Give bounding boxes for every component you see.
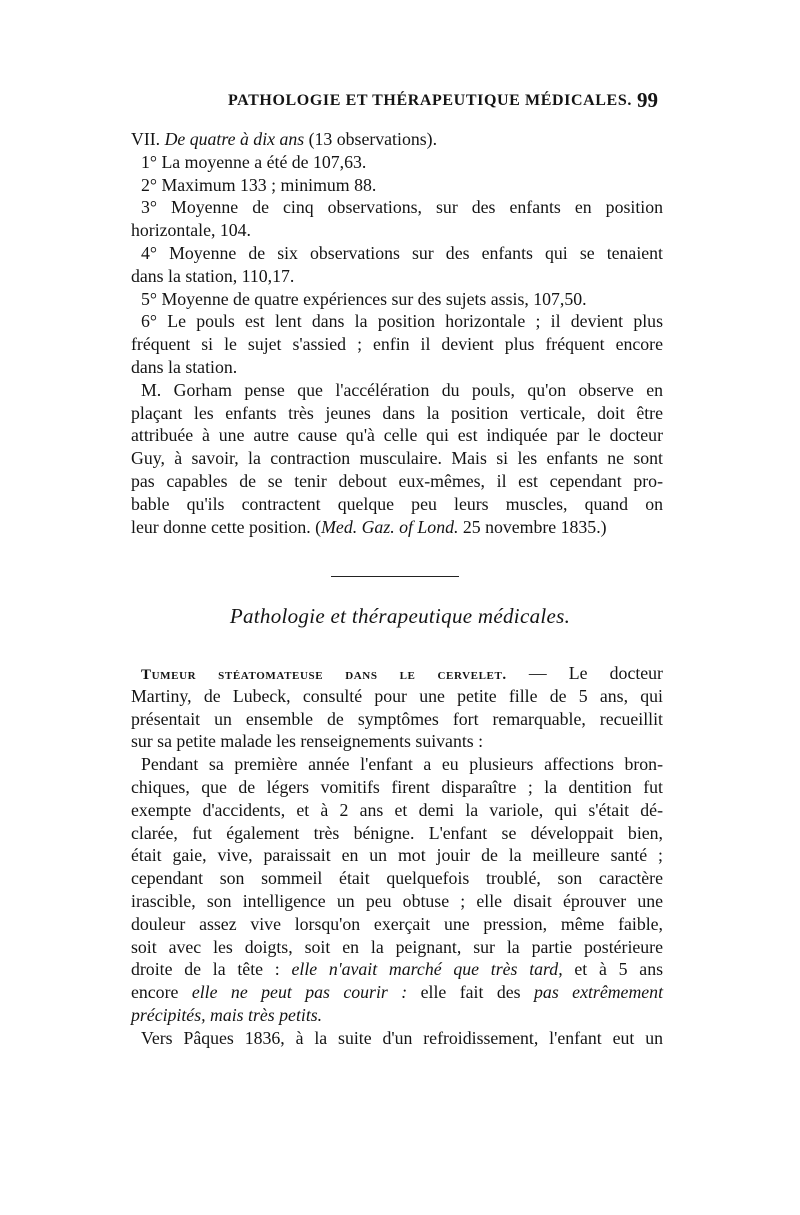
text-line: M. Gorham pense que l'accélération du pouls, qu'on observe en xyxy=(141,379,663,400)
text-line: douleur assez vive lorsqu'on exerçait une pression, même faible, xyxy=(131,913,663,934)
text-block-tumor-case xyxy=(131,662,663,1050)
article-lead-rest: — Le docteur xyxy=(506,663,663,683)
text-line: attribuée à une autre cause qu'à celle qui est indiquée par le docteur xyxy=(131,425,663,446)
text-line: Martiny, de Lubeck, consulté pour une petite fille de 5 ans, qui xyxy=(131,685,663,706)
text-line: dans la station. xyxy=(131,356,238,377)
page-header xyxy=(226,88,658,116)
section-divider xyxy=(331,576,459,577)
line-prefix: droite de la tête : xyxy=(131,959,292,980)
text-line xyxy=(131,981,663,1004)
text-line: pas capables de se tenir debout eux-mêmes, il est cependant pro- xyxy=(131,470,663,491)
text-line: clarée, fut également très bénigne. L'enfant se développait bien, xyxy=(131,822,663,843)
emphasis-text: précipités, mais très petits. xyxy=(131,1004,323,1025)
text-line: Vers Pâques 1836, à la suite d'un refroidissement, l'enfant eut un xyxy=(141,1027,663,1048)
text-line: plaçant les enfants très jeunes dans la position verticale, doit être xyxy=(131,402,663,423)
text-line: Guy, à savoir, la contraction musculaire. Mais si les enfants ne sont xyxy=(131,448,663,469)
text-line: 3° Moyenne de cinq observations, sur des enfants en position xyxy=(141,197,663,218)
text-line: Pendant sa première année l'enfant a eu plusieurs affections bron- xyxy=(141,754,663,775)
line-middle: elle fait des xyxy=(407,982,535,1003)
emphasis-text: elle n'avait marché que très tard, xyxy=(291,959,563,980)
citation-source: Med. Gaz. of Lond. xyxy=(321,516,459,537)
heading-italic: De quatre à dix ans xyxy=(164,129,305,149)
text-line: 5° Moyenne de quatre expériences sur des sujets assis, 107,50. xyxy=(141,288,587,309)
line-suffix: et à 5 ans xyxy=(562,959,664,980)
text-line: irascible, son intelligence un peu obtuse ; elle disait éprouver une xyxy=(131,890,663,911)
heading-suffix: (13 observations). xyxy=(304,129,438,149)
text-line: cependant son sommeil était quelquefois troublé, son caractère xyxy=(131,868,663,889)
citation-line xyxy=(131,516,663,539)
text-line: présentait un ensemble de symptômes fort remarquable, recueillit xyxy=(131,708,663,729)
text-line: bable qu'ils contractent quelque peu leurs muscles, quand on xyxy=(131,493,663,514)
text-line: 1° La moyenne a été de 107,63. xyxy=(141,151,367,172)
text-line: horizontale, 104. xyxy=(131,220,251,241)
page-number: 99 xyxy=(637,88,658,112)
article-lead-title: Tumeur stéatomateuse dans le cervelet. xyxy=(141,667,507,683)
text-line: sur sa petite malade les renseignements suivants : xyxy=(131,731,484,752)
citation-date: 25 novembre 1835.) xyxy=(458,516,607,537)
heading-line xyxy=(131,128,663,151)
text-line: soit avec les doigts, soit en la peignant, sur la partie postérieure xyxy=(131,936,663,957)
text-line: exempte d'accidents, et à 2 ans et demi la variole, qui s'était dé- xyxy=(131,799,663,820)
text-line xyxy=(131,1004,663,1027)
text-line: était gaie, vive, paraissait en un mot jouir de la meilleure santé ; xyxy=(131,845,663,866)
text-line: dans la station, 110,17. xyxy=(131,265,295,286)
text-line: 2° Maximum 133 ; minimum 88. xyxy=(141,174,377,195)
emphasis-text: pas extrêmement xyxy=(534,982,664,1003)
text-block-pulse-observations xyxy=(131,128,663,538)
text-line: 6° Le pouls est lent dans la position horizontale ; il devient plus xyxy=(141,311,663,332)
text-line: 4° Moyenne de six observations sur des enfants qui se tenaient xyxy=(141,242,663,263)
text-line: chiques, que de légers vomitifs firent disparaître ; la dentition fut xyxy=(131,776,663,797)
citation-prefix: leur donne cette position. ( xyxy=(131,516,322,537)
line-prefix: encore xyxy=(131,982,192,1003)
emphasis-text: elle ne peut pas courir : xyxy=(191,982,408,1003)
text-line xyxy=(131,958,663,981)
text-line: fréquent si le sujet s'assied ; enfin il devient plus fréquent encore xyxy=(131,334,663,355)
lead-line xyxy=(131,662,663,685)
section-title: Pathologie et thérapeutique médicales. xyxy=(229,604,571,628)
heading-prefix: VII. xyxy=(131,129,165,149)
running-title: PATHOLOGIE ET THÉRAPEUTIQUE MÉDICALES. xyxy=(228,92,632,109)
